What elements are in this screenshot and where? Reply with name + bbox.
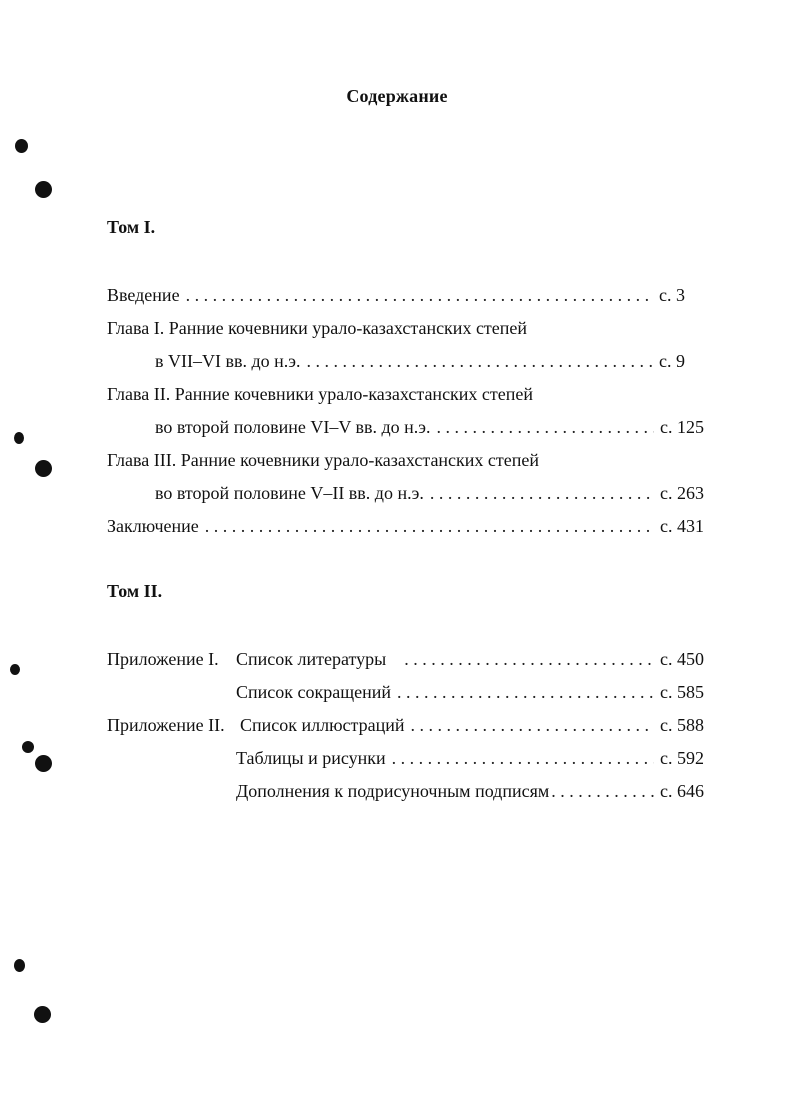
punch-hole-mark — [22, 741, 34, 753]
toc-entry-chapter-1-title[interactable]: Глава I. Ранние кочевники урало-казахстанских степей — [107, 318, 528, 338]
dot-leader — [551, 779, 654, 803]
toc-entry-label: Заключение — [107, 516, 199, 536]
toc-entry-label: во второй половине VI–V вв. до н.э. — [155, 417, 431, 437]
toc-entry-illustrations[interactable] — [240, 713, 704, 737]
toc-entry-chapter-2[interactable] — [155, 415, 704, 439]
toc-entry-label: Дополнения к подрисуночным подписям — [236, 781, 550, 801]
dot-leader — [307, 349, 654, 373]
dot-leader — [205, 514, 654, 538]
toc-entry-tables-figures[interactable] — [236, 746, 704, 770]
toc-page-number: с. 592 — [660, 748, 704, 768]
toc-entry-caption-additions[interactable] — [236, 779, 704, 803]
toc-page-number: с. 263 — [660, 483, 704, 503]
dot-leader — [397, 680, 654, 704]
toc-entry-label: Список сокращений — [236, 682, 391, 702]
dot-leader — [392, 746, 654, 770]
dot-leader — [186, 283, 653, 307]
toc-entry-chapter-3[interactable] — [155, 481, 704, 505]
appendix-1-label: Приложение I. — [107, 649, 219, 669]
punch-hole-mark — [35, 181, 52, 198]
punch-hole-mark — [15, 139, 28, 153]
punch-hole-mark — [14, 432, 24, 444]
volume-1-title: Том I. — [107, 217, 156, 237]
toc-entry-conclusion[interactable] — [107, 514, 704, 538]
page-title: Содержание — [346, 86, 448, 106]
toc-entry-label: в VII–VI вв. до н.э. — [155, 351, 301, 371]
dot-leader — [404, 647, 654, 671]
toc-page-number: с. 588 — [660, 715, 704, 735]
toc-entry-label: Таблицы и рисунки — [236, 748, 386, 768]
toc-page-number: с. 646 — [660, 781, 704, 801]
punch-hole-mark — [35, 755, 52, 772]
appendix-2-label: Приложение II. — [107, 715, 225, 735]
toc-entry-chapter-3-title[interactable]: Глава III. Ранние кочевники урало-казахстанских степей — [107, 450, 540, 470]
volume-2-title: Том II. — [107, 581, 163, 601]
toc-entry-label: Список иллюстраций — [240, 715, 405, 735]
toc-page-number: с. 450 — [660, 649, 704, 669]
punch-hole-mark — [10, 664, 20, 675]
toc-entry-label: во второй половине V–II вв. до н.э. — [155, 483, 424, 503]
toc-entry-label: Список литературы — [236, 649, 387, 669]
toc-page-number: с. 3 — [659, 285, 685, 305]
punch-hole-mark — [35, 460, 52, 477]
toc-entry-chapter-1[interactable] — [155, 349, 685, 373]
toc-entry-introduction[interactable] — [107, 283, 685, 307]
toc-entry-label: Введение — [107, 285, 180, 305]
toc-page-number: с. 9 — [659, 351, 685, 371]
toc-entry-chapter-2-title[interactable]: Глава II. Ранние кочевники урало-казахстанских степей — [107, 384, 534, 404]
dot-leader — [437, 415, 654, 439]
toc-entry-bibliography[interactable] — [236, 647, 704, 671]
toc-page-number: с. 431 — [660, 516, 704, 536]
dot-leader — [411, 713, 654, 737]
toc-entry-abbreviations[interactable] — [236, 680, 704, 704]
punch-hole-mark — [14, 959, 25, 972]
dot-leader — [430, 481, 654, 505]
toc-page-number: с. 585 — [660, 682, 704, 702]
toc-page-number: с. 125 — [660, 417, 704, 437]
punch-hole-mark — [34, 1006, 51, 1023]
